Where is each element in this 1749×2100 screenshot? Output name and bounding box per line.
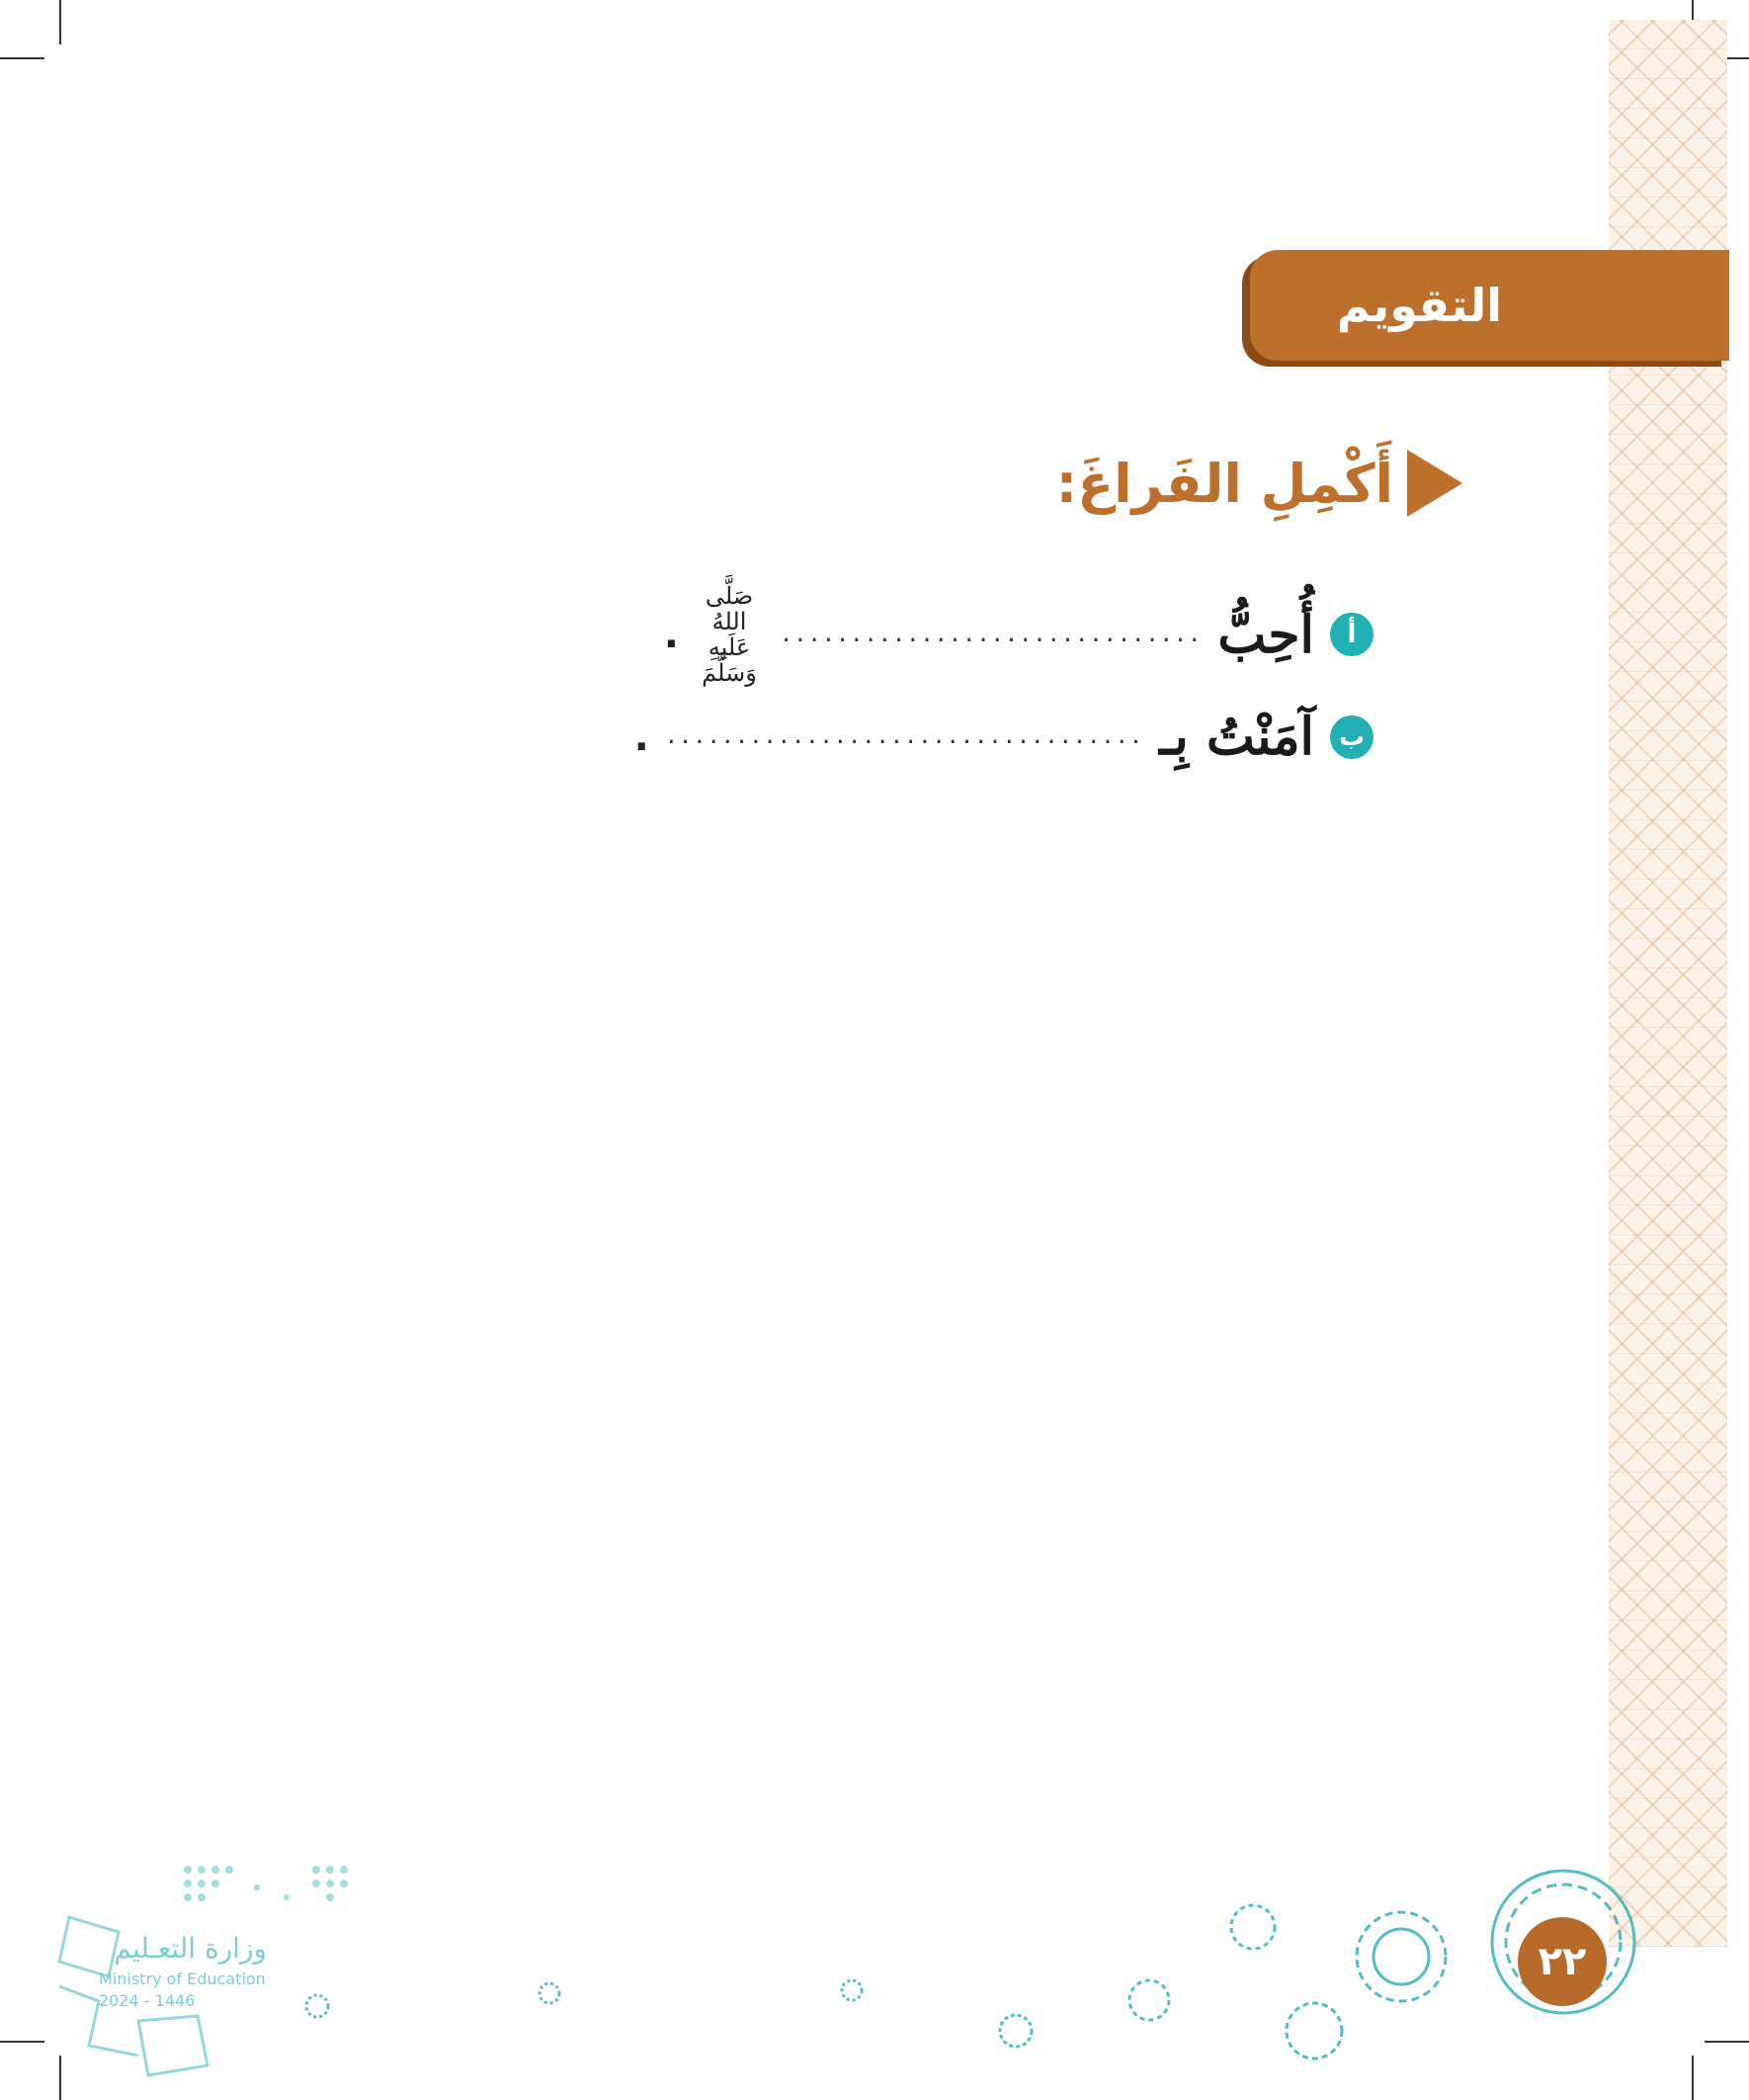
answer-blank-b[interactable]: ..................................	[664, 724, 1144, 749]
section-header-tab	[1250, 250, 1729, 361]
rosette	[1129, 1980, 1169, 2020]
item-text-a: أُحِبُّ	[1217, 604, 1314, 665]
rosette	[1374, 1929, 1429, 1984]
crop-mark	[0, 57, 44, 59]
question-item-a	[664, 583, 1374, 686]
section-title: التقويم	[1336, 279, 1502, 332]
rosette	[1287, 2003, 1342, 2058]
page-number: ٢٢	[1538, 1939, 1587, 1984]
item-badge-b: ب	[1330, 715, 1374, 759]
ministry-name-en: Ministry of Education	[99, 1970, 266, 1988]
crop-mark	[1705, 2041, 1749, 2043]
rosette	[1231, 1905, 1275, 1949]
ministry-name-ar: وزارة التعـليم	[114, 1932, 267, 1965]
rosette	[540, 1983, 559, 2003]
honorific-symbol: صَلَّى اللهُ عَلَيهِ وَسَلَّمَ	[702, 582, 757, 687]
crop-mark	[59, 2056, 61, 2100]
period: .	[663, 612, 679, 657]
item-badge-a: أ	[1330, 613, 1374, 656]
crop-mark	[59, 0, 61, 44]
question-item-b	[634, 707, 1374, 767]
rosette	[1000, 2015, 1032, 2047]
rosette	[306, 1995, 328, 2017]
triangle-marker-icon	[1407, 450, 1462, 517]
ministry-year: 2024 - 1446	[99, 1991, 196, 2010]
answer-blank-a[interactable]: ..............................	[779, 622, 1203, 647]
rosette	[842, 1980, 862, 2000]
instruction	[1056, 450, 1462, 517]
instruction-text: أَكْمِلِ الفَراغَ:	[1055, 452, 1393, 515]
page-number-badge	[1518, 1917, 1607, 2006]
crop-mark	[0, 2041, 44, 2043]
rosette	[1357, 1912, 1446, 2001]
logo-shape	[138, 2016, 208, 2075]
item-text-b: آمَنْتُ بِـ	[1159, 707, 1314, 767]
period: .	[633, 714, 649, 760]
crop-mark	[1692, 2056, 1694, 2100]
